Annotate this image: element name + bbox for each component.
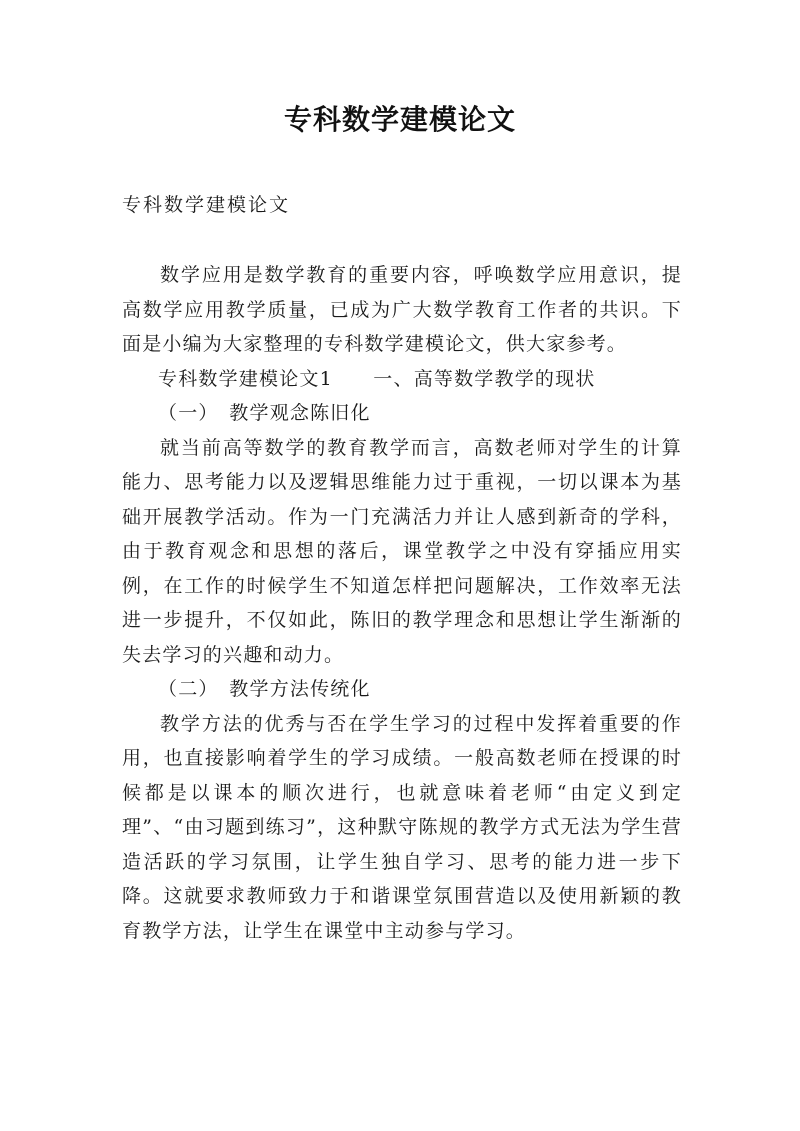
document-subtitle: 专科数学建模论文 bbox=[122, 194, 291, 216]
subsection-heading-1: （一） 教学观念陈旧化 bbox=[158, 402, 371, 424]
paragraph-1: 就当前高等数学的教育教学而言，高数老师对学生的计算能力、思考能力以及逻辑思维能力过于重视，一切以课本为基础开展教学活动。作为一门充满活力并让人感到新奇的学科，由于教育观念和思想的落后，课堂教学之中没有穿插应用实例，在工作的时候学生不知道怎样把问题解决，工作效率无法进一步提升，不仅如此，陈旧的教学理念和思想让学生渐渐的失去学习的兴趣和动力。 bbox=[122, 436, 682, 666]
paragraph-2: 教学方法的优秀与否在学生学习的过程中发挥着重要的作用，也直接影响着学生的学习成绩。一般高数老师在授课的时候都是以课本的顺次进行，也就意味着老师“由定义到定理”、“由习题到练习”，这种默守陈规的教学方式无法为学生营造活跃的学习氛围，让学生独自学习、思考的能力进一步下降。这就要求教师致力于和谐课堂氛围营造以及使用新颖的教育教学方法，让学生在课堂中主动参与学习。 bbox=[122, 712, 682, 942]
document-title: 专科数学建模论文 bbox=[283, 103, 516, 136]
document-body bbox=[122, 258, 682, 948]
intro-paragraph: 数学应用是数学教育的重要内容，呼唤数学应用意识，提高数学应用教学质量，已成为广大数学教育工作者的共识。下面是小编为大家整理的专科数学建模论文，供大家参考。 bbox=[122, 264, 682, 355]
section-heading: 专科数学建模论文1 一、高等数学教学的现状 bbox=[158, 367, 596, 390]
subsection-heading-2: （二） 教学方法传统化 bbox=[158, 678, 371, 700]
